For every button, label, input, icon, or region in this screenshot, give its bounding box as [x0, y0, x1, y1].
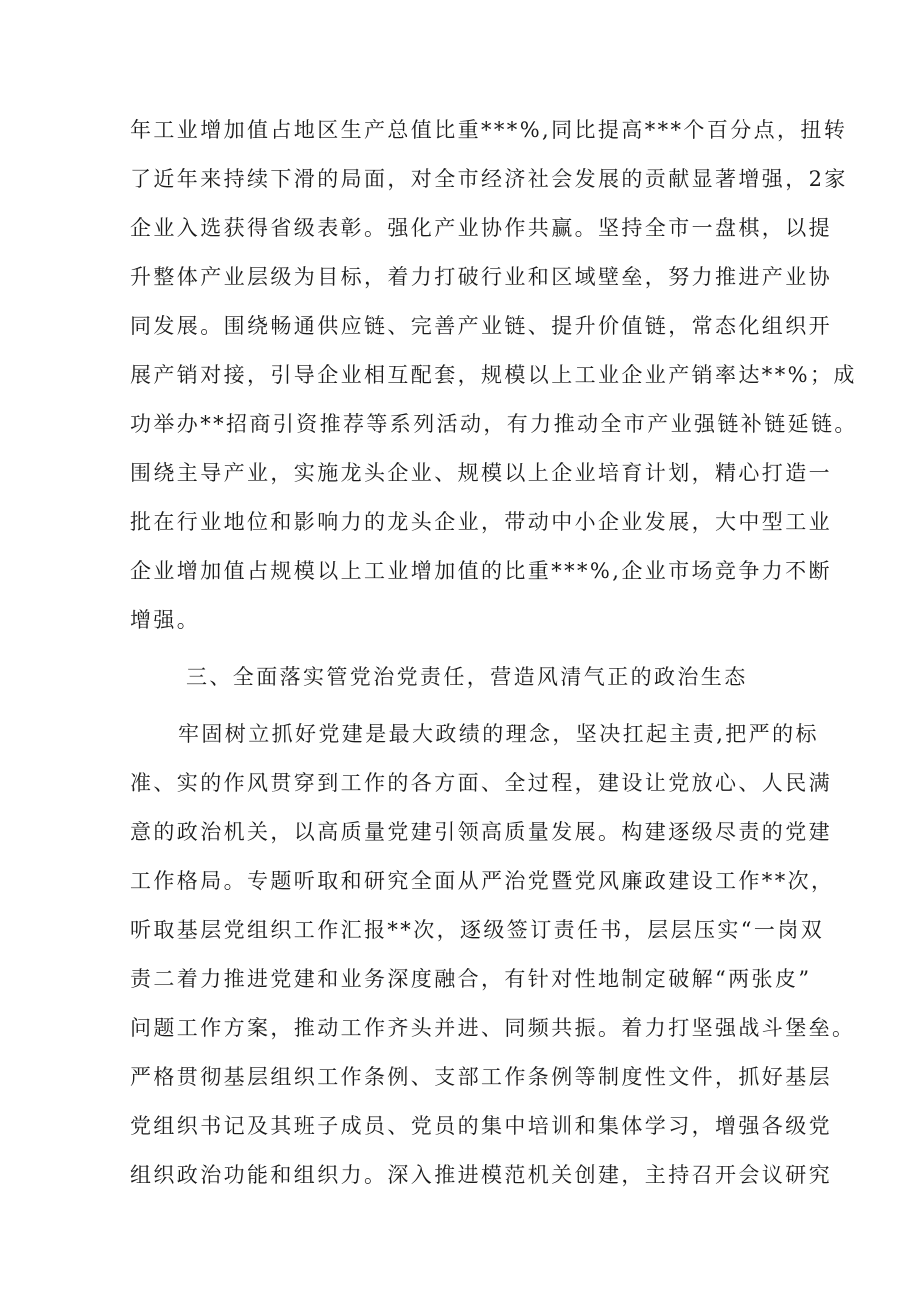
body-text-line: 准、实的作风贯穿到工作的各方面、全过程，建设让党放心、人民满	[130, 771, 832, 795]
body-text-line: 党组织书记及其班子成员、党员的集中培训和集体学习，增强各级党	[130, 1114, 832, 1138]
body-text-line: 企业入选获得省级表彰。强化产业协作共赢。坚持全市一盘棋，以提	[130, 216, 832, 240]
body-text-line: 增强。	[130, 608, 201, 632]
body-text-line: 同发展。围绕畅通供应链、完善产业链、提升价值链，常态化组织开	[130, 314, 832, 338]
body-text-line: 责二着力推进党建和业务深度融合，有针对性地制定破解“两张皮”	[130, 967, 812, 991]
body-text-line: 听取基层党组织工作汇报**次，逐级签订责任书，层层压实“一岗双	[130, 918, 825, 942]
body-text-line: 意的政治机关，以高质量党建引领高质量发展。构建逐级尽责的党建	[130, 820, 832, 844]
body-text-line: 组织政治功能和组织力。深入推进模范机关创建，主持召开会议研究	[130, 1163, 832, 1187]
body-text-line: 展产销对接，引导企业相互配套，规模以上工业企业产销率达**%；成	[130, 363, 857, 387]
body-text-line: 工作格局。专题听取和研究全面从严治党暨党风廉政建设工作**次，	[130, 869, 835, 893]
body-text-line: 升整体产业层级为目标，着力打破行业和区域壁垒，努力推进产业协	[130, 265, 832, 289]
body-text-line: 批在行业地位和影响力的龙头企业，带动中小企业发展，大中型工业	[130, 510, 832, 534]
section-heading: 三、全面落实管党治党责任，营造风清气正的政治生态	[186, 665, 748, 689]
body-text-line: 企业增加值占规模以上工业增加值的比重***%,企业市场竞争力不断	[130, 559, 832, 583]
body-text-line: 了近年来持续下滑的局面，对全市经济社会发展的贡献显著增强，2家	[130, 167, 848, 191]
body-text-line: 问题工作方案，推动工作齐头并进、同频共振。着力打坚强战斗堡垒。	[130, 1016, 856, 1040]
body-text-line: 年工业增加值占地区生产总值比重***%,同比提高***个百分点，扭转	[130, 118, 848, 142]
body-text-line: 围绕主导产业，实施龙头企业、规模以上企业培育计划，精心打造一	[130, 461, 832, 485]
body-text-line: 牢固树立抓好党建是最大政绩的理念，坚决扛起主责,把严的标	[178, 722, 819, 746]
body-text-line: 功举办**招商引资推荐等系列活动，有力推动全市产业强链补链延链。	[130, 412, 858, 436]
body-text-line: 严格贯彻基层组织工作条例、支部工作条例等制度性文件，抓好基层	[130, 1065, 832, 1089]
